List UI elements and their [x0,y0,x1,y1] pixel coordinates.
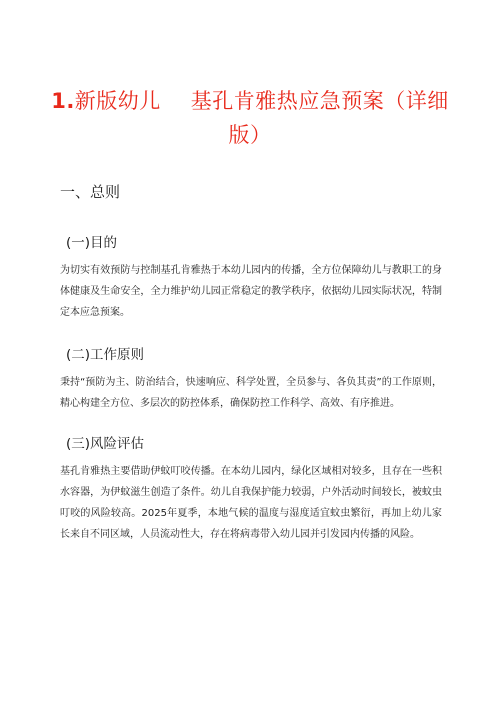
subsection-heading-risk: (三)风险评估 [66,436,145,452]
subsection-heading-purpose: (一)目的 [66,235,118,251]
paragraph-risk: 基孔肯雅热主要借助伊蚊叮咬传播。在本幼儿园内，绿化区域相对较多，且存在一些积水容器，为伊蚊滋生创造了条件。幼儿自我保护能力较弱，户外活动时间较长，被蚊虫叮咬的风险较高。2025年夏季，本地气候的温度与湿度适宜蚊虫繁衍，再加上幼儿家长来自不同区域，人员流动性大，存在将病毒带入幼儿园并引发园内传播的风险。 [60,466,442,540]
title-number: 1. [51,89,75,113]
paragraph-principles: 秉持“预防为主、防治结合，快速响应、科学处置，全员参与、各负其责”的工作原则，精心构建全方位、多层次的防控体系，确保防控工作科学、高效、有序推进。 [60,377,442,409]
subsection-heading-principles: (二)工作原则 [66,347,145,363]
title-part-2: 基孔肯雅热应急预案（详细版） [190,89,449,147]
title-part-1: 新版幼儿 [74,89,161,113]
paragraph-purpose: 为切实有效预防与控制基孔肯雅热于本幼儿园内的传播，全方位保障幼儿与教职工的身体健康及生命安全，全力维护幼儿园正常稳定的教学秩序，依据幼儿园实际状况，特制定本应急预案。 [60,265,442,318]
section-heading: 一、总则 [60,183,121,201]
document-title [40,84,460,152]
